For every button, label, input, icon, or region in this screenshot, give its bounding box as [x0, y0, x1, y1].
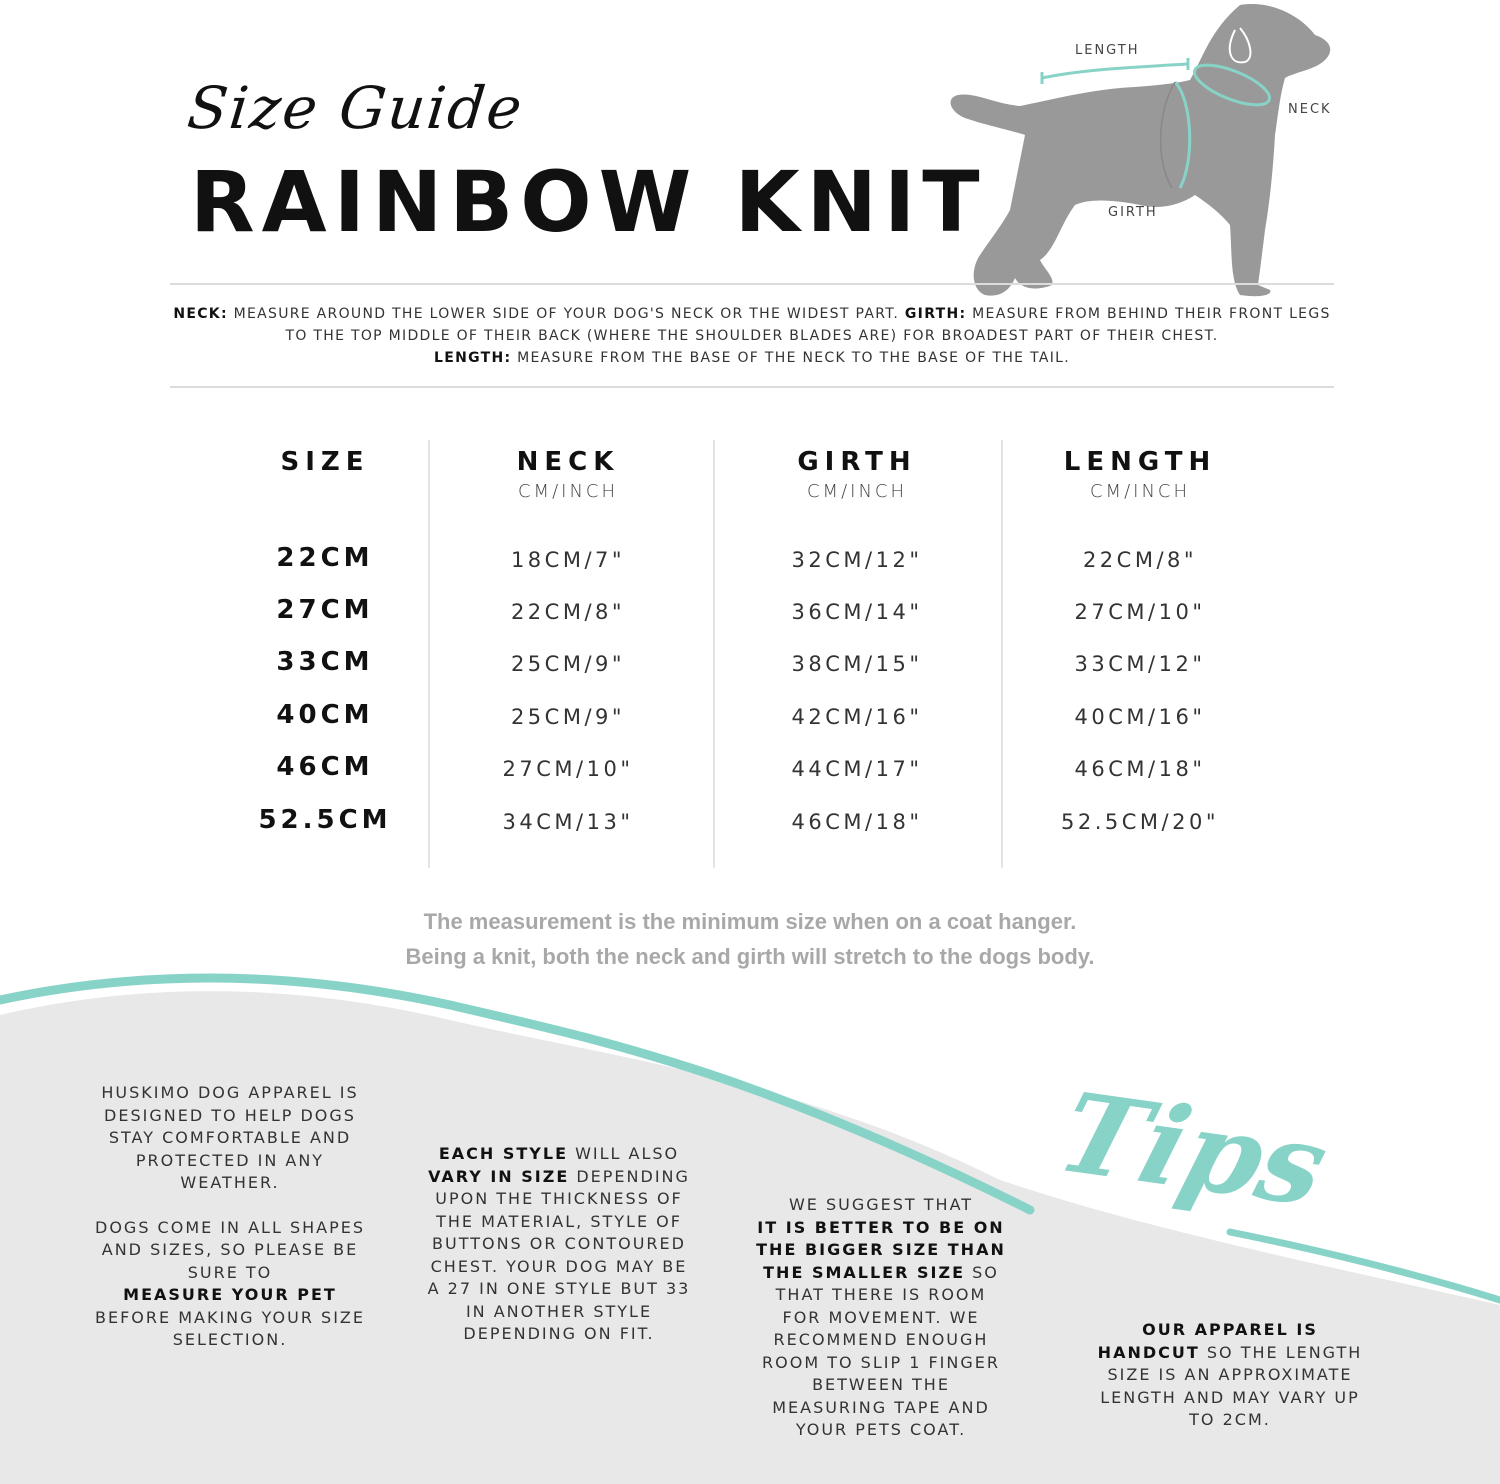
- tip-bold: EACH STYLE: [438, 1144, 568, 1163]
- tip-2: [425, 1143, 693, 1346]
- tip-bold: OUR APPAREL IS HANDCUT: [1097, 1320, 1318, 1362]
- neck-cell: 18CM/7": [510, 548, 626, 572]
- note-line-2: Being a knit, both the neck and girth will stretch to the dogs body.: [405, 944, 1095, 969]
- girth-cell: 32CM/12": [791, 548, 923, 572]
- column-divider: [1001, 440, 1003, 868]
- size-cell: 27CM: [276, 595, 374, 625]
- tip-bold: MEASURE YOUR PET: [123, 1285, 337, 1304]
- tip-text: SO THAT THERE IS ROOM FOR MOVEMENT. WE RECOMMEND ENOUGH ROOM TO SLIP 1 FINGER BETWEEN THE MEASURING TAPE AND YOUR PETS COAT.: [762, 1262, 1000, 1439]
- neck-label: NECK: [1288, 102, 1332, 117]
- divider: [170, 283, 1334, 285]
- length-cell: 22CM/8": [1082, 548, 1198, 572]
- girth-label: GIRTH: [1108, 205, 1158, 220]
- size-cell: 46CM: [276, 752, 374, 782]
- size-cell: 22CM: [276, 543, 374, 573]
- neck-cell: 25CM/9": [510, 652, 626, 676]
- tip-1: [85, 1082, 375, 1352]
- girth-cell: 38CM/15": [791, 652, 923, 676]
- header-neck: NECK CM/INCH: [516, 447, 620, 502]
- tip-text: DEPENDING UPON THE THICKNESS OF THE MATERIAL, STYLE OF BUTTONS OR CONTOURED CHEST. YOUR DOG MAY BE A 27 IN ONE STYLE BUT 33 IN ANOTHER STYLE DEPENDING ON FIT.: [427, 1166, 691, 1343]
- tip-1-paragraph-1: HUSKIMO DOG APPAREL IS DESIGNED TO HELP DOGS STAY COMFORTABLE AND PROTECTED IN ANY WEATHER.: [101, 1083, 359, 1192]
- neck-label-bold: NECK:: [173, 306, 228, 322]
- size-cell: 52.5CM: [258, 805, 392, 835]
- girth-cell: 42CM/16": [791, 705, 923, 729]
- neck-cell: 27CM/10": [502, 757, 634, 781]
- tip-4: [1090, 1319, 1370, 1432]
- product-title: RAINBOW KNIT: [190, 153, 987, 251]
- girth-instruction: MEASURE FROM BEHIND THEIR FRONT LEGS TO THE TOP MIDDLE OF THEIR BACK (WHERE THE SHOULDER BLADES ARE) FOR BROADEST PART OF THEIR CHEST.: [285, 306, 1331, 344]
- girth-label-bold: GIRTH:: [904, 306, 967, 322]
- neck-cell: 22CM/8": [510, 600, 626, 624]
- tip-text: SO THE LENGTH SIZE IS AN APPROXIMATE LENGTH AND MAY VARY UP TO 2CM.: [1100, 1342, 1363, 1429]
- length-cell: 40CM/16": [1074, 705, 1206, 729]
- length-cell: 27CM/10": [1074, 600, 1206, 624]
- tip-bold: VARY IN SIZE: [428, 1166, 570, 1186]
- script-title: Size Guide: [184, 74, 527, 142]
- header-girth: GIRTH CM/INCH: [797, 447, 917, 502]
- column-divider: [713, 440, 715, 868]
- length-cell: 46CM/18": [1074, 757, 1206, 781]
- measurement-instructions: [170, 303, 1334, 369]
- girth-cell: 36CM/14": [791, 600, 923, 624]
- tips-title: Tips: [1045, 1068, 1342, 1231]
- length-cell: 52.5CM/20": [1061, 810, 1219, 834]
- length-label: LENGTH: [1075, 43, 1140, 58]
- length-label-bold: LENGTH:: [433, 350, 512, 366]
- dog-silhouette-icon: [940, 0, 1340, 310]
- neck-cell: 25CM/9": [510, 705, 626, 729]
- girth-cell: 44CM/17": [791, 757, 923, 781]
- tip-1-paragraph-2: [85, 1217, 375, 1352]
- tip-text: DOGS COME IN ALL SHAPES AND SIZES, SO PLEASE BE SURE TO: [95, 1217, 365, 1282]
- divider: [170, 386, 1334, 388]
- tip-text: WILL ALSO: [568, 1144, 680, 1163]
- neck-instruction: MEASURE AROUND THE LOWER SIDE OF YOUR DOG'S NECK OR THE WIDEST PART.: [227, 306, 905, 322]
- column-divider: [428, 440, 430, 868]
- girth-cell: 46CM/18": [791, 810, 923, 834]
- tip-text: WE SUGGEST THAT: [788, 1195, 974, 1214]
- tip-3: [755, 1194, 1007, 1442]
- tip-text: BEFORE MAKING YOUR SIZE SELECTION.: [95, 1307, 365, 1349]
- size-cell: 33CM: [276, 647, 374, 677]
- header-size: SIZE: [280, 447, 370, 477]
- header-length: LENGTH CM/INCH: [1063, 447, 1217, 502]
- length-instruction: MEASURE FROM THE BASE OF THE NECK TO THE BASE OF THE TAIL.: [511, 350, 1070, 366]
- tip-bold: IT IS BETTER TO BE ON THE BIGGER SIZE THAN THE SMALLER SIZE: [756, 1217, 1006, 1282]
- size-cell: 40CM: [276, 700, 374, 730]
- note-line-1: The measurement is the minimum size when on a coat hanger.: [423, 909, 1077, 934]
- length-cell: 33CM/12": [1074, 652, 1206, 676]
- neck-cell: 34CM/13": [502, 810, 634, 834]
